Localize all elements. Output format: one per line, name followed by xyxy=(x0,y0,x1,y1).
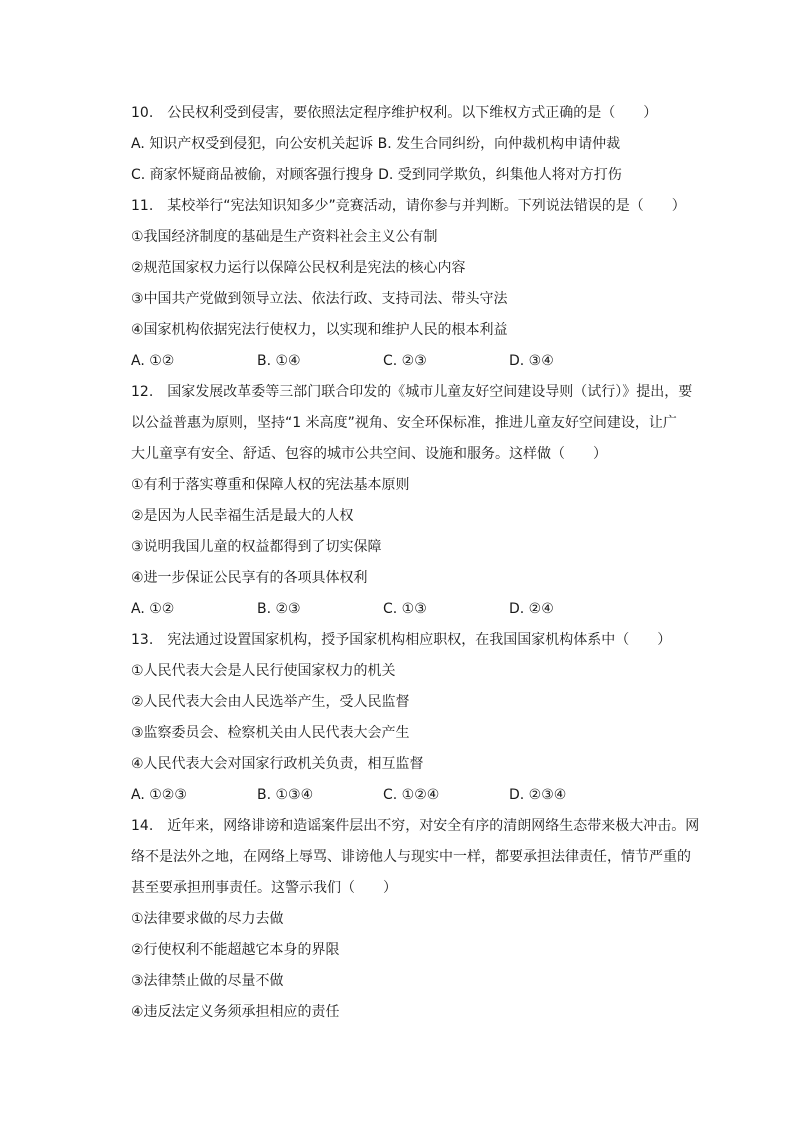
question-14-stem-line-1: 14. 近年来，网络诽谤和造谣案件层出不穷，对安全有序的清朗网络生态带来极大冲击。网 xyxy=(131,818,700,834)
question-13-option-a: A. ①②③ xyxy=(131,787,187,803)
question-11-option-b: B. ①④ xyxy=(257,353,301,369)
question-11-option-c: C. ②③ xyxy=(383,353,427,369)
question-13 xyxy=(131,625,701,811)
question-11-options xyxy=(131,346,701,377)
question-14-statement-4: ④违反法定义务须承担相应的责任 xyxy=(131,1004,340,1020)
question-13-option-b: B. ①③④ xyxy=(257,787,314,803)
question-10-options-ab: A. 知识产权受到侵犯，向公安机关起诉 B. 发生合同纠纷，向仲裁机构申请仲裁 xyxy=(131,136,621,152)
question-14-stem-line-2: 络不是法外之地，在网络上辱骂、诽谤他人与现实中一样，都要承担法律责任，情节严重的 xyxy=(131,849,691,865)
question-14-statement-3: ③法律禁止做的尽量不做 xyxy=(131,973,284,989)
question-13-options xyxy=(131,780,701,811)
question-14-statement-2: ②行使权利不能超越它本身的界限 xyxy=(131,942,340,958)
question-13-statement-2: ②人民代表大会由人民选举产生，受人民监督 xyxy=(131,694,410,710)
question-13-option-c: C. ①②④ xyxy=(383,787,440,803)
question-13-statement-1: ①人民代表大会是人民行使国家权力的机关 xyxy=(131,663,396,679)
question-13-statement-4: ④人民代表大会对国家行政机关负责，相互监督 xyxy=(131,756,424,772)
question-11-stem: 11. 某校举行“宪法知识知多少”竞赛活动，请你参与并判断。下列说法错误的是（ ） xyxy=(131,198,686,214)
question-13-stem: 13. 宪法通过设置国家机构，授予国家机构相应职权，在我国国家机构体系中（ ） xyxy=(131,632,672,648)
question-12-statement-2: ②是因为人民幸福生活是最大的人权 xyxy=(131,508,354,524)
question-11-option-d: D. ③④ xyxy=(509,353,554,369)
question-12-stem-line-1: 12. 国家发展改革委等三部门联合印发的《城市儿童友好空间建设导则（试行）》提出，要 xyxy=(131,384,693,400)
question-11-option-a: A. ①② xyxy=(131,353,175,369)
question-12-statement-4: ④进一步保证公民享有的各项具体权利 xyxy=(131,570,368,586)
question-12-stem-line-3: 大儿童享有安全、舒适、包容的城市公共空间、设施和服务。这样做（ ） xyxy=(131,446,607,462)
question-10 xyxy=(131,98,701,191)
question-11-statement-1: ①我国经济制度的基础是生产资料社会主义公有制 xyxy=(131,229,438,245)
question-12 xyxy=(131,377,701,625)
question-13-statement-3: ③监察委员会、检察机关由人民代表大会产生 xyxy=(131,725,410,741)
question-10-stem: 10. 公民权利受到侵害，要依照法定程序维护权利。以下维权方式正确的是（ ） xyxy=(131,105,658,121)
question-11-statement-4: ④国家机构依据宪法行使权力，以实现和维护人民的根本利益 xyxy=(131,322,508,338)
question-12-stem-line-2: 以公益普惠为原则，坚持“1 米高度”视角、安全环保标准，推进儿童友好空间建设，让广 xyxy=(131,415,677,431)
question-12-statement-3: ③说明我国儿童的权益都得到了切实保障 xyxy=(131,539,382,555)
question-12-option-d: D. ②④ xyxy=(509,601,554,617)
question-12-options xyxy=(131,594,701,625)
question-12-option-b: B. ②③ xyxy=(257,601,301,617)
question-13-option-d: D. ②③④ xyxy=(509,787,567,803)
question-11-statement-3: ③中国共产党做到领导立法、依法行政、支持司法、带头守法 xyxy=(131,291,508,307)
question-12-option-c: C. ①③ xyxy=(383,601,427,617)
question-11 xyxy=(131,191,701,377)
question-14 xyxy=(131,811,701,1028)
question-12-statement-1: ①有利于落实尊重和保障人权的宪法基本原则 xyxy=(131,477,410,493)
question-11-statement-2: ②规范国家权力运行以保障公民权利是宪法的核心内容 xyxy=(131,260,466,276)
question-12-option-a: A. ①② xyxy=(131,601,175,617)
question-10-options-cd: C. 商家怀疑商品被偷，对顾客强行搜身 D. 受到同学欺负，纠集他人将对方打伤 xyxy=(131,167,622,183)
exam-page xyxy=(131,98,701,1028)
question-14-statement-1: ①法律要求做的尽力去做 xyxy=(131,911,284,927)
question-14-stem-line-3: 甚至要承担刑事责任。这警示我们（ ） xyxy=(131,880,397,896)
